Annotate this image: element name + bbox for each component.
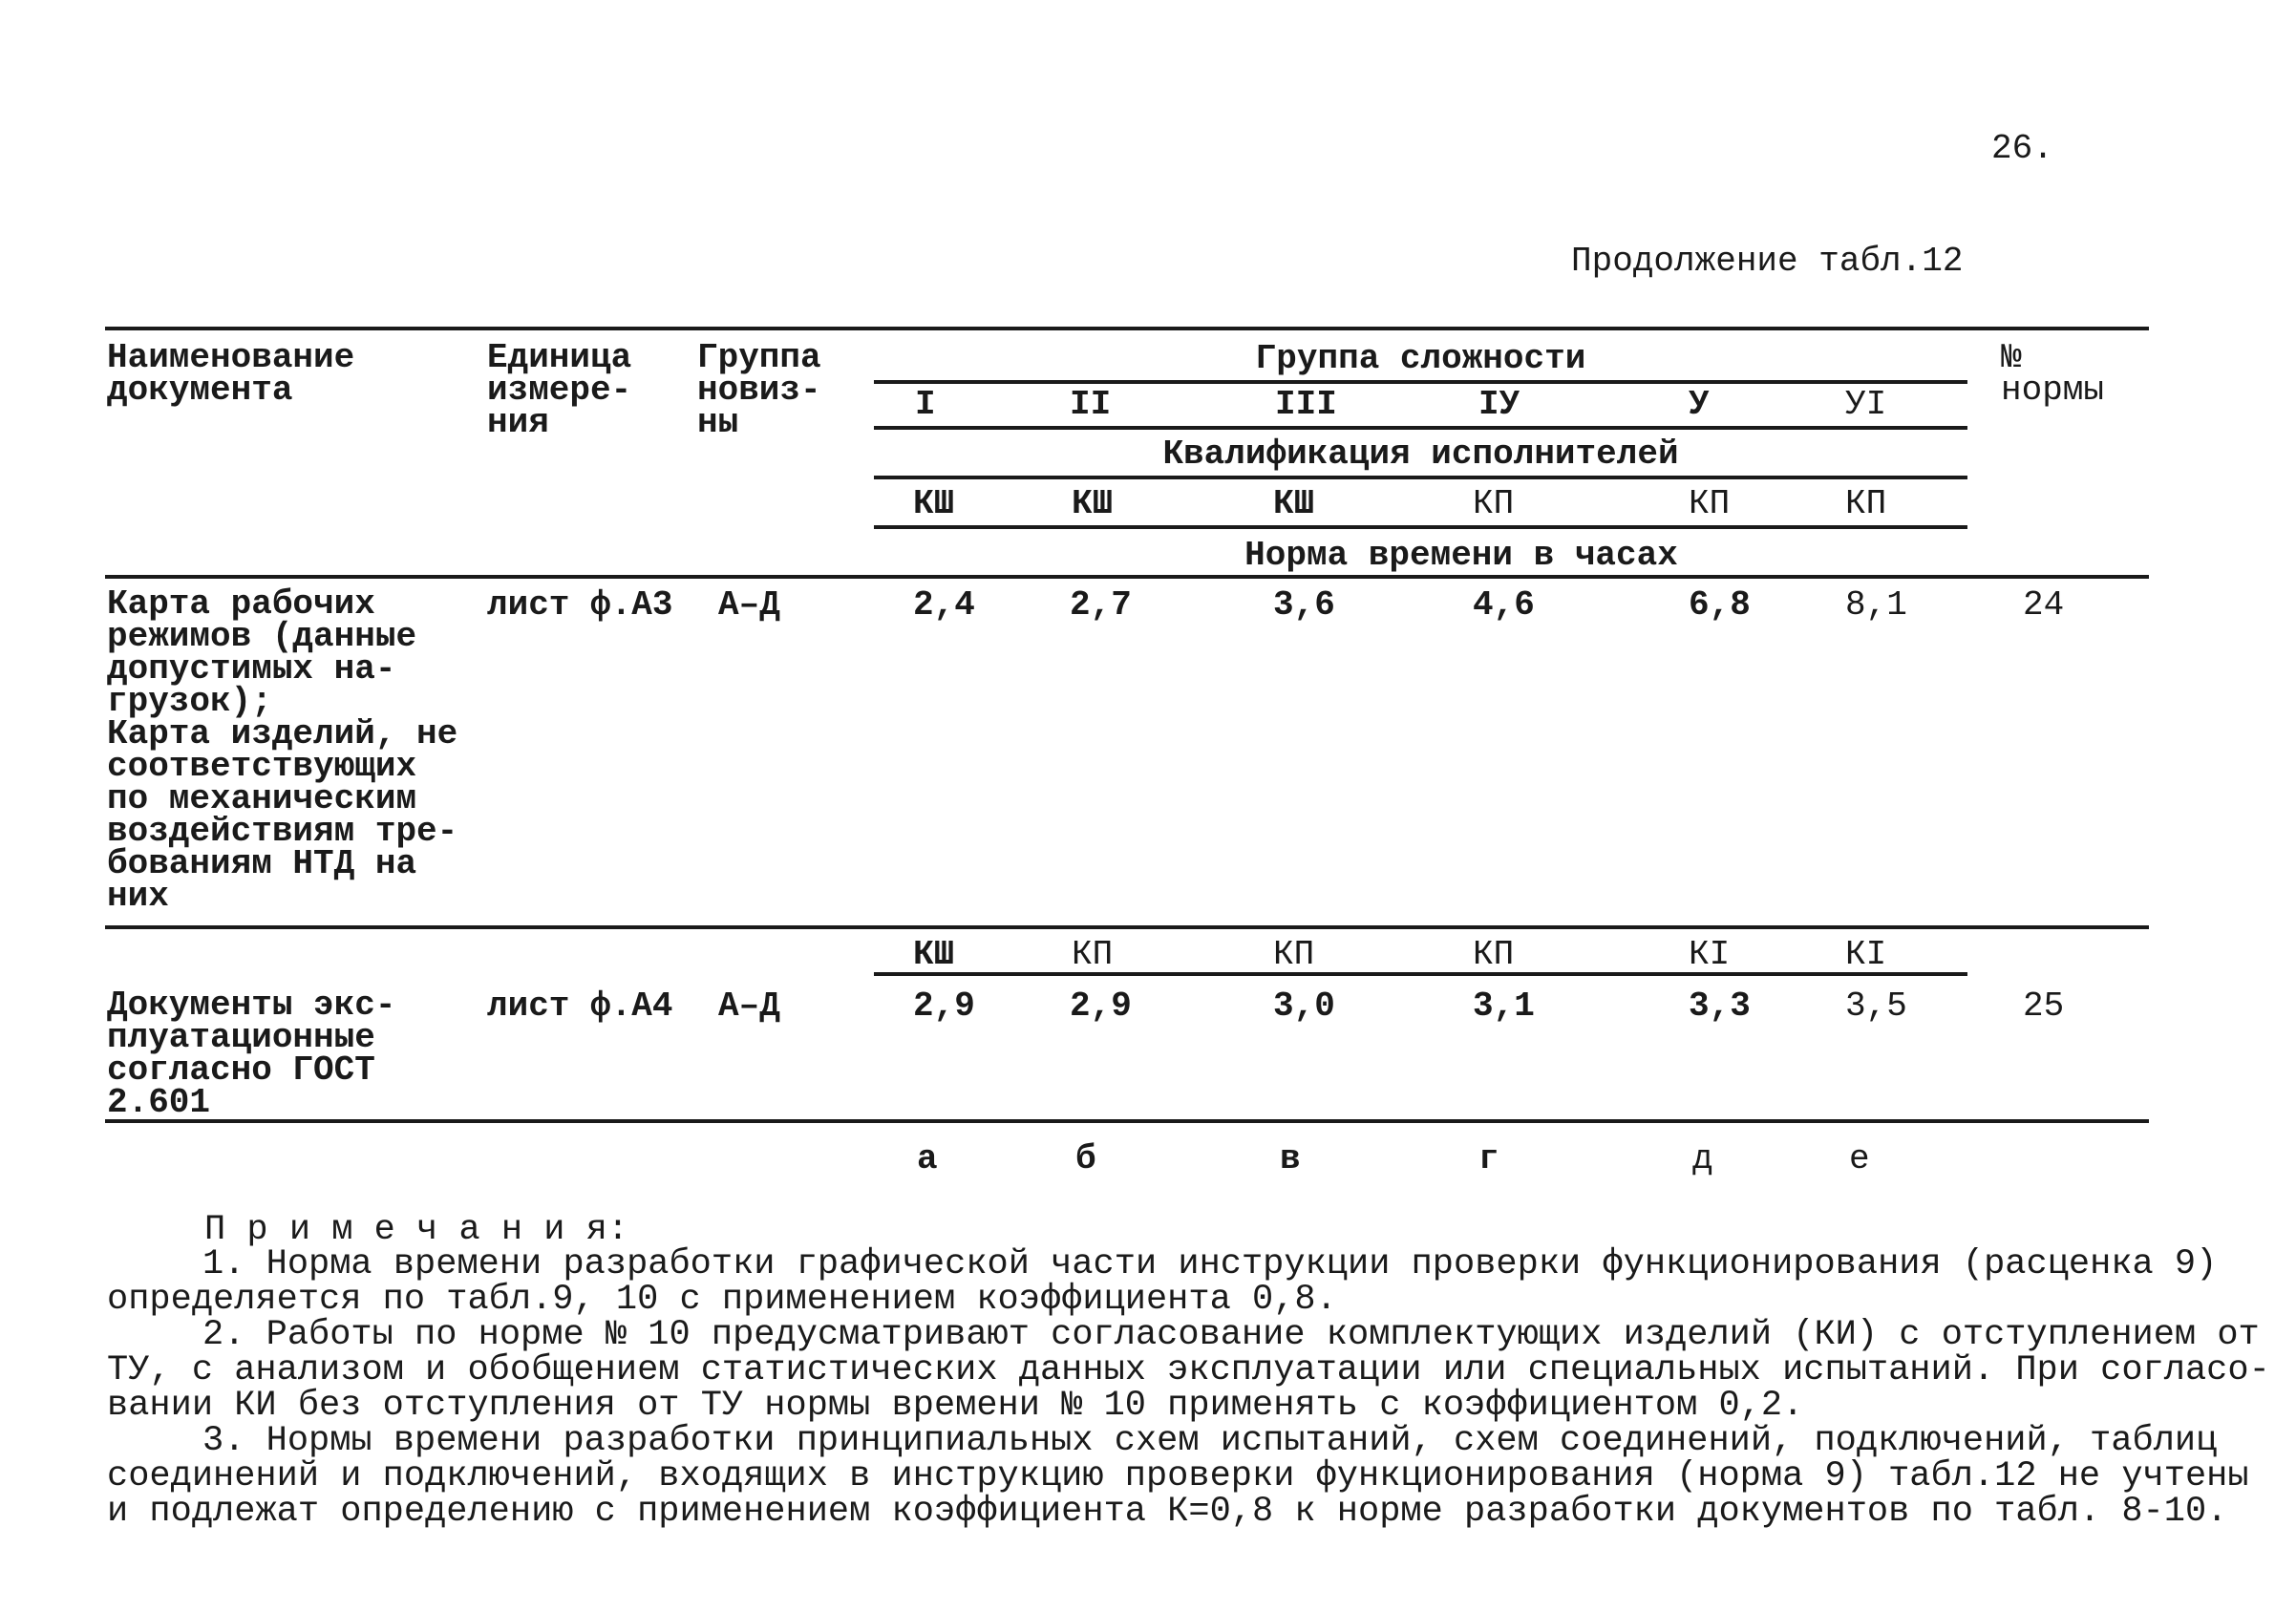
page-number: 26. <box>1991 129 2053 168</box>
roman-5: У <box>1689 385 1710 424</box>
qualification-title: Квалификация исполнителей <box>1162 435 1679 474</box>
qual-code-3: КШ <box>1273 484 1315 523</box>
qual2-code-6: КI <box>1845 935 1887 974</box>
roman-3: III <box>1275 385 1337 424</box>
qual-code-2: КШ <box>1072 484 1114 523</box>
row2-unit: лист ф.А4 <box>487 986 673 1026</box>
header-novelty-group: Группа новиз- ны <box>697 338 821 442</box>
row1-value-6: 8,1 <box>1845 585 1907 625</box>
row2-value-4: 3,1 <box>1473 986 1535 1026</box>
qual2-code-3: КП <box>1273 935 1315 974</box>
row2-value-5: 3,3 <box>1689 986 1751 1026</box>
row1-value-5: 6,8 <box>1689 585 1751 625</box>
time-norm-title: Норма времени в часах <box>1244 536 1678 575</box>
qual2-code-5: КI <box>1689 935 1731 974</box>
note-1: 1. Норма времени разработки графической части инструкции проверки функционирования (расценка 9) определяется по табл.9, 10 с применением коэффициента 0,8. <box>107 1244 2218 1320</box>
column-letter-d: д <box>1692 1139 1713 1178</box>
row1-group: А–Д <box>718 585 780 625</box>
row1-value-2: 2,7 <box>1070 585 1132 625</box>
header-norm-number: № нормы <box>2001 338 2105 410</box>
table-caption: Продолжение табл.12 <box>1571 242 1964 281</box>
row1-value-4: 4,6 <box>1473 585 1535 625</box>
header-unit: Единица измере- ния <box>487 338 632 442</box>
column-letter-b: б <box>1075 1139 1096 1178</box>
header-document-name: Наименование документа <box>107 338 355 410</box>
column-letter-g: г <box>1478 1139 1499 1178</box>
row1-document-name: Карта рабочих режимов (данные допустимых на- грузок); Карта изделий, не соответствующих по механическим воздействиям тре- бованиям НТД на них <box>107 584 458 916</box>
note-2: 2. Работы по норме № 10 предусматривают согласование комплектующих изделий (КИ) с отступлением от ТУ, с анализом и обобщением статистических данных эксплуатации или специальных испытаний. При согласо- вании КИ без отступления от ТУ нормы времени № 10 применять с коэффициентом 0,2. <box>107 1315 2270 1426</box>
row2-document-name: Документы экс- плуатационные согласно ГОСТ 2.601 <box>107 986 396 1122</box>
roman-rule <box>874 426 1967 430</box>
qual2-code-4: КП <box>1473 935 1515 974</box>
row2-norm: 25 <box>2023 986 2065 1026</box>
column-letter-v: в <box>1280 1139 1301 1178</box>
row2-value-1: 2,9 <box>913 986 975 1026</box>
row2-value-2: 2,9 <box>1070 986 1132 1026</box>
roman-6: УI <box>1845 385 1887 424</box>
column-letter-a: а <box>917 1139 938 1178</box>
row1-norm: 24 <box>2023 585 2065 625</box>
qual-code-4: КП <box>1473 484 1515 523</box>
header-bottom-rule <box>105 575 2149 579</box>
table-top-rule <box>105 327 2149 330</box>
qual2-code-1: КШ <box>913 935 955 974</box>
qual-row2-rule <box>874 972 1967 976</box>
qual-code-6: КП <box>1845 484 1887 523</box>
row2-value-3: 3,0 <box>1273 986 1335 1026</box>
qualification-rule <box>874 476 1967 479</box>
table-bottom-rule <box>105 1119 2149 1123</box>
complexity-rule <box>874 380 1967 384</box>
column-letter-e: е <box>1849 1139 1870 1178</box>
roman-2: II <box>1070 385 1112 424</box>
roman-4: IУ <box>1478 385 1520 424</box>
row1-bottom-rule <box>105 925 2149 929</box>
row1-value-1: 2,4 <box>913 585 975 625</box>
notes-title: П р и м е ч а н и я: <box>204 1210 629 1250</box>
row2-value-6: 3,5 <box>1845 986 1907 1026</box>
note-3: 3. Нормы времени разработки принципиальных схем испытаний, схем соединений, подключений, таблиц соединений и подключений, входящих в инструкцию проверки функционирования (норма 9) табл.12 не учтены и подлежат определению с применением коэффициента К=0,8 к норме разработки документов по табл. 8-10. <box>107 1421 2249 1532</box>
qual2-code-2: КП <box>1072 935 1114 974</box>
complexity-group-title: Группа сложности <box>1255 339 1586 378</box>
qual-codes-rule <box>874 525 1967 529</box>
row1-value-3: 3,6 <box>1273 585 1335 625</box>
row1-unit: лист ф.А3 <box>487 585 673 625</box>
row2-group: А–Д <box>718 986 780 1026</box>
qual-code-5: КП <box>1689 484 1731 523</box>
roman-1: I <box>915 385 936 424</box>
qual-code-1: КШ <box>913 484 955 523</box>
